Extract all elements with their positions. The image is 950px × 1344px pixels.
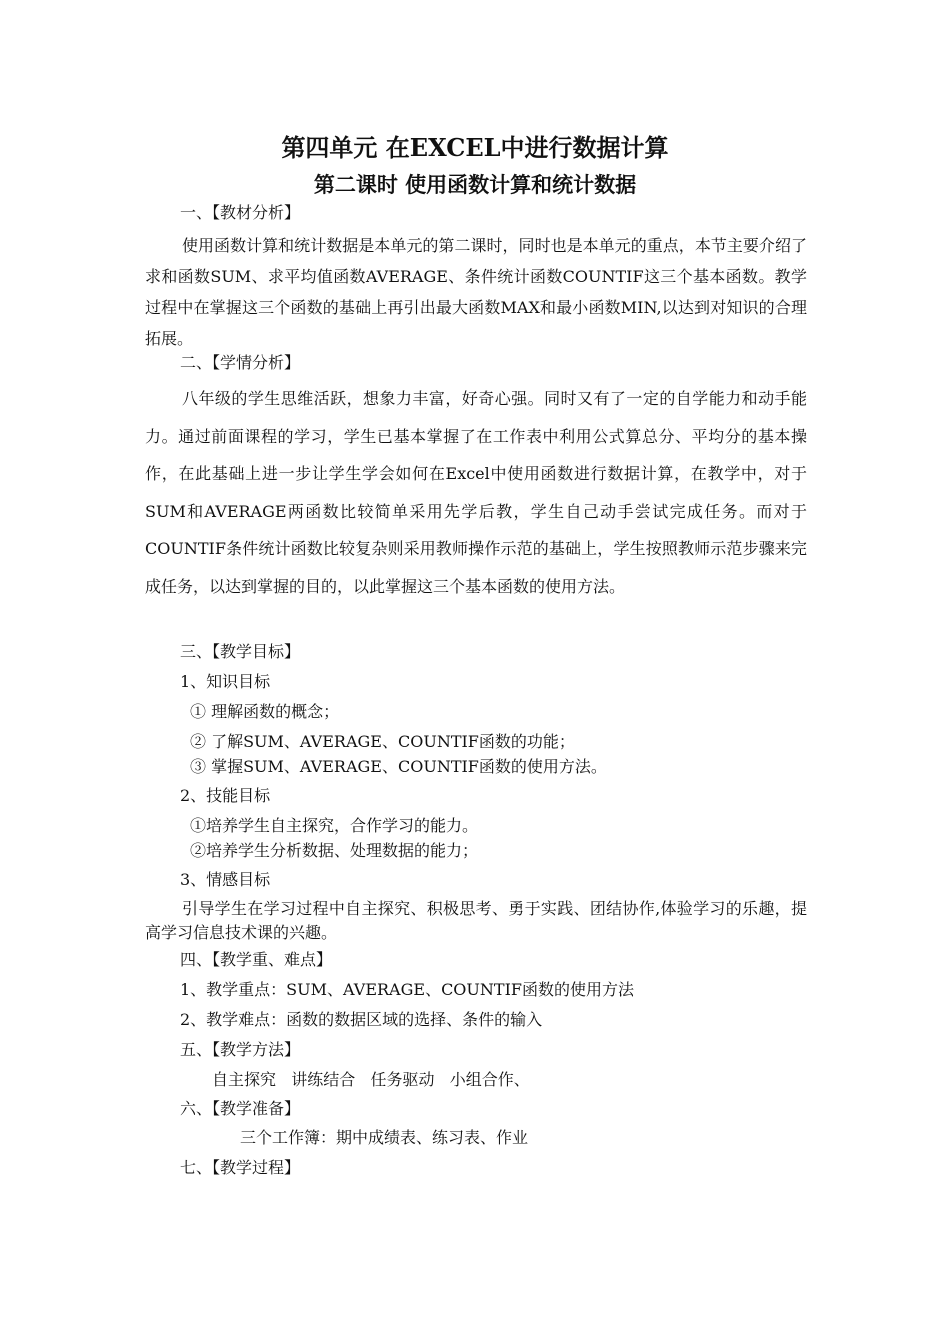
section-7-heading: 七、【教学过程】 <box>180 1158 301 1177</box>
section-2-paragraph: 八年级的学生思维活跃，想象力丰富，好奇心强。同时又有了一定的自学能力和动手能力。通过前面课程的学习，学生已基本掌握了在工作表中利用公式算总分、平均分的基本操作，在此基础上进一步让学生学会如何在Excel中使用函数进行数据计算，在教学中，对于SUM和AVERAGE两函数比较简单采用先学后教，学生自己动手尝试完成任务。而对于COUNTIF条件统计函数比较复杂则采用教师操作示范的基础上，学生按照教师示范步骤来完成任务，以达到掌握的目的，以此掌握这三个基本函数的使用方法。 <box>145 389 807 596</box>
skill-goal-item: ①培养学生自主探究，合作学习的能力。 <box>190 816 479 835</box>
knowledge-goal-item: ① 理解函数的概念； <box>190 702 340 721</box>
knowledge-goal-heading: 1、知识目标 <box>180 672 271 691</box>
knowledge-goal-item: ③ 掌握SUM、AVERAGE、COUNTIF函数的使用方法。 <box>190 757 607 776</box>
section-6-heading: 六、【教学准备】 <box>180 1099 301 1118</box>
section-4-heading: 四、【教学重、难点】 <box>180 950 333 969</box>
teaching-methods: 自主探究 讲练结合 任务驱动 小组合作、 <box>212 1070 530 1089</box>
key-point-item: 1、教学重点：SUM、AVERAGE、COUNTIF函数的使用方法 <box>180 980 635 999</box>
section-3-heading: 三、【教学目标】 <box>180 642 301 661</box>
document-subtitle: 第二课时 使用函数计算和统计数据 <box>313 172 637 197</box>
section-2-heading: 二、【学情分析】 <box>180 353 301 372</box>
skill-goal-heading: 2、技能目标 <box>180 786 271 805</box>
skill-goal-item: ②培养学生分析数据、处理数据的能力； <box>190 841 479 860</box>
difficult-point-item: 2、教学难点：函数的数据区域的选择、条件的输入 <box>180 1010 543 1029</box>
teaching-preparation: 三个工作簿：期中成绩表、练习表、作业 <box>240 1128 529 1147</box>
section-1-heading: 一、【教材分析】 <box>180 203 301 222</box>
section-1-paragraph: 使用函数计算和统计数据是本单元的第二课时，同时也是本单元的重点，本节主要介绍了求和函数SUM、求平均值函数AVERAGE、条件统计函数COUNTIF这三个基本函数。教学过程中在掌握这三个函数的基础上再引出最大函数MAX和最小函数MIN,以达到对知识的合理拓展。 <box>145 236 807 348</box>
knowledge-goal-item: ② 了解SUM、AVERAGE、COUNTIF函数的功能； <box>190 732 575 751</box>
document-title: 第四单元 在EXCEL中进行数据计算 <box>281 133 669 162</box>
section-5-heading: 五、【教学方法】 <box>180 1040 301 1059</box>
emotion-goal-heading: 3、情感目标 <box>180 870 271 889</box>
emotion-goal-paragraph: 引导学生在学习过程中自主探究、积极思考、勇于实践、团结协作,体验学习的乐趣，提高学习信息技术课的兴趣。 <box>145 899 807 942</box>
